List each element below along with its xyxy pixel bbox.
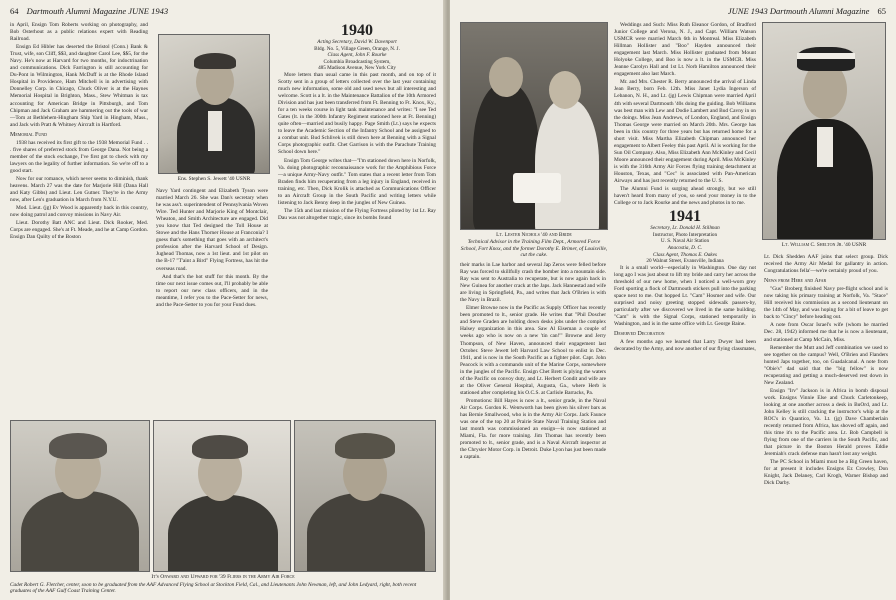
paragraph: Ensign Ed Hibler has deserted the Bristol (Conn.) Bank & Trust, wife, son Cliff, $$3, and daughter Carol Lee, $$5, for the Navy. He's now at Harvard for two months, for indoctrination and communications. Dick Farrington is still accounting for Du-Pont in Wilmington, Hank McDuff is at the Rhode Island Hospital in Providence, Ham Mitchell is in advertising with Donnelley Corp. in Chicago, Chuck Oliver is at the Haynes Memorial Hospital in Brighton, Mass., Stew Whitman is tax accounting for American Bridge in Pittsburgh, and Tom Chipman and Jack Graham are hammering out the tools of war—Tom at Bethlehem-Hingham Ship Yard in Hingham, Mass., and Jack with Pratt & Whitney Aircraft in Hartford.: [10, 44, 148, 128]
paragraph: More letters than usual came in this past month, and on top of it Scotty sent in a group of letters collected over the last year containing much new information, some old and used news but all interesting and welcome. Scott is a lt. in the Maintenance Battalion of the 10th Armored Division and has just been transferred from Ft. Benning to Ft. Knox, Ky., for a ten weeks course in light tank maintenance and writes: "I see Ted Gates (lt. in the 300th Infantry Regiment stationed here at Ft. Benning) quite often—married and busily happy. Page Smith (Lt.) says he expects to leave the Academic Section of the Infantry School and be assigned to a combat unit. Bud Schlivek is still down here at Benning with a Signal Corps photographic outfit. Chet Garrison is with the Parachute Training School down here.": [278, 71, 436, 156]
left-page: [0, 0, 446, 600]
class-secretary: Acting Secretary, David W. Davenport: [317, 39, 397, 45]
page-number: 64: [10, 6, 19, 16]
paragraph: Mr. and Mrs. Chester R. Berry announced the arrival of Linda Jean Berry, born Feb. 12th. Miss Janet Lydia Ingerson of Lebanon, N. H., and Lt. (jg) Lewis Chipman were married April 4th with several Dartmouth '40s doing the guiding. Bob Williams was best man with Lew and Dodie Lambert and Bud Cavny in on the doings. Miss Jean Andrews, of London, England, and Ensign Thomas George were married on March 20th. Mrs. George has been in this country for three years but has returned home for a short visit. Miss Martha Elizabeth Chipman announced her engagement to Albert Feeley this past April. Al is working for the Sun Oil Company. Also, Miss Elizabeth Ann McKinley and Cecil Moore announced their engagement during April. Miss McKinley is with the 316th Army Air Forces flying training detachment at Houston, Texas, and "Cec" is associated with Pan-American Airways and has just recently returned to the U. S.: [614, 79, 756, 185]
photo-caption-text: Lt. William C. Shelton Jr. '40 USNR: [781, 242, 867, 248]
class-secretary-address: Bldg. No. 5, Village Green, Orange, N. J.: [314, 45, 400, 52]
photo-caption: Ens. Stephen S. Jewett '40 USNR: [177, 176, 251, 182]
left-page-header: [10, 6, 168, 16]
paragraph: A note from Oscar Israel's wife (whom he married Dec. 28, 1942) informed me that he is now a lieutenant, and stationed at Camp McCain, Miss.: [764, 322, 888, 343]
paragraph: Ensign "Irv" Jackson is in Africa in bomb disposal work. Ensigns Vinnie Else and Chuck Carletonkeep, looking at one another across a desk in BuOrd, and Lt. John Kelley is still cracking the instructor's whip at the ROC's in Quantico, Va. Lt. (jg) Dave Chamberlain recently returned from Africa, has shoved off again, and this time it's to the Pacific area. Lt. Bob Campbell is flying from one of the carriers in the South Pacific, and that picture in the Boston Herald proves Eddie Jeremiah's crack defense man hasn't lost any weight.: [764, 387, 888, 458]
right-column-1: [460, 262, 606, 462]
paragraph: A few months ago we learned that Larry Dwyer had been decorated by the Army, and now another of our flying classmates,: [614, 339, 756, 353]
header-title: Dartmouth Alumni Magazine JUNE 1943: [26, 6, 169, 16]
paragraph: Weddings and Such: Miss Ruth Eleanor Gordon, of Bradford Junior College and Verona, N. J., and Capt. William Watson USMCR were married March 6th in Montreal. Miss Elizabeth Hillman Hollister and "Boo" Hayden announced their engagement last March. Miss Hollister graduated from Mount Holyoke College, and Boo is now a lt. in the USMCR. Miss Jeanne Carolyn Hall and 1st Lt. Norb Hamilton announced their engagement also last March.: [614, 22, 756, 78]
class-agent: Class Agent, Thomas E. Oakes: [653, 251, 717, 258]
photo-caption: Technical Advisor in the Training Film Dept., Armored Force School, Fort Knox, and the former Dorothy E. Brimer, of Louisville, cut the cake.: [460, 239, 608, 259]
page-number: 65: [877, 6, 886, 16]
flier-photo-ledyard: [294, 420, 436, 572]
photo-group-caption: Cadet Robert G. Fletcher, center, soon to be graduated from the AAF Advanced Flying School at Stockton Field, Cal., and Lieutenants John Newman, left, and John Ledyard, right, both recent graduates of the AAF Gulf Coast Training Center.: [10, 582, 417, 595]
left-column-2: [156, 188, 268, 310]
class-secretary: Secretary, Lt. Donald H. Stillman: [650, 225, 720, 232]
right-column-3: [764, 254, 888, 489]
right-page-header: [728, 6, 886, 16]
wedding-photo-nichols: [460, 22, 608, 230]
photo-caption: [760, 242, 888, 249]
flier-photo-fletcher: [153, 420, 291, 572]
section-heading: Memorial Fund: [10, 131, 48, 138]
paragraph: It is a small world—especially in Washington. One day not long ago I was just about to lift my bride and carry her across the threshold of our new home, when I noticed a well-worn grey Ford sporting a flock of Dartmouth stickers pull into the parking space next to me. Out hopped Lt. "Cam" Hosmer and wife. Our surprised and noisy greeting stopped sidewalk passers-by, particularly after we discovered we lived in the same building. "Cam" is with the Signal Corps, stationed temporarily in Washington, and is in the same office with Lt. George Baine.: [614, 264, 756, 328]
class-secretary-org: Instructor, Photo Interpretation: [652, 231, 718, 238]
paragraph: Lt. Dick Shedden AAF joins that select group. Dick received the Army Air Medal for gallantry in action. Congratulations fella'—we're certainly proud of you.: [764, 254, 888, 275]
portrait-photo-shelton: [762, 22, 886, 240]
portrait-photo-jewett: [158, 34, 270, 174]
class-officers: [278, 39, 436, 72]
paragraph: Mod. Lieut. (jg) Ev Wood is apparently back in this country, now doing patrol and convoy missions in Navy Air.: [10, 205, 148, 219]
photo-group-title-text: It's Onward and Upward for '39 Fliers in the Army Air Force: [151, 574, 295, 580]
paragraph: The 15th and last mission of the Flying Fortress piloted by 1st Lt. Ray Dau was not altogether tragic, since its bombs found: [278, 207, 436, 221]
photo-group-title: [10, 574, 436, 581]
class-secretary-unit: U. S. Naval Air Station: [660, 238, 710, 245]
paragraph: 1938 has received its first gift to the 1938 Memorial Fund . . . five shares of preferred stock from George Dana. Not being a member of the stock exchange, I've first got to check with my lawyers on the legality of further information. So we're off to a good start.: [10, 139, 148, 174]
left-column-3: [278, 22, 436, 223]
paragraph: Promotions: Bill Hayes is now a lt., senior grade, in the Naval Air Corps. Gordon K. Wentworth has been given his silver bars as has Bernie Smallwood, who is in the Army Air Corps. Jack Faunce was one of the top 20 at Prairie State Naval Training Station and last month was commissioned an ensign—is now stationed at Miami, Fla. for more training. Jim Thomas has recently been promoted to lt., senior grade, and is a Naval Aircraft inspector at the Chrysler Motor Corp. in Detroit. Duke Lyon has just been made a captain.: [460, 397, 606, 461]
class-secretary-address: Anacostia, D. C.: [667, 245, 703, 251]
paragraph: The PC School in Miami must be a Big Green haven, for at present it includes Ensigns Ez Crowley, Don Knight, Jack Delaney, Carl Krogh, Warner Bishop and Dick Darby.: [764, 459, 888, 487]
photo-caption-title-text: Lt. Lester Nichols '40 and Bride: [496, 232, 572, 238]
paragraph: in April, Ensign Tom Roberts working on photography, and Bob Osterhout as a public relations expert with Reading Railroad.: [10, 22, 148, 43]
paragraph: Navy Yard contingent and Elizabeth Tyson were married March 26. She was Dan's secretary when he was ass't. superintendent of Pennsylvania Woven Wire. Ted Hunter and Marjorie King of Montclair, Wheaton, and Smith Architecture are engaged. Did you know that Ted designed the Toll House at Stowe and the Hans Thorner House at Franconia? I guess that's something that goes with an architect's profession after the Harvard School of Design. Jughead Thomas, now a 1st lieut. and 1st pilot on the B-17 "T'aint a Bird" Flying Fortress, has hit the overseas road.: [156, 188, 268, 272]
paragraph: their marks in Lae harbor and several Jap Zeros were felled before Ray was forced to skillfully crash the bomber into a mountain side. Ray was sent to Australia to recuperate, but is now again back in New Guinea for another crack at the Japs. Jack Hannestad and wife are living in Springfield, Pa., and writes that Jack O'Brien is with the Navy in Brazil.: [460, 262, 606, 304]
class-year-heading: 1940: [341, 22, 373, 39]
paragraph: Lieut. Dorothy Batt ANC and Lieut. Dick Rooker, Med. Corps are engaged. She's at Ft. Meade, and he at Camp Gordon. Ensign Dan Quilty of the Boston: [10, 220, 148, 241]
right-page: [450, 0, 896, 600]
right-column-2: [614, 22, 756, 354]
class-officers: [614, 225, 756, 265]
class-agent-org: Columbia Broadcasting System,: [323, 58, 391, 65]
photo-caption-title: [460, 232, 608, 239]
paragraph: Ensign Tom George writes that—"I'm stationed down here in Norfolk, Va. doing photographic reconnaissance work for the Amphibious Force—a unique Army-Navy outfit." Tom states that a recent letter from Tom Braden finds him recuperating from a leg injury in England, received in training, etc. Then, Dick Krolik is attached as Communications Officer to an Aircraft Group in the South Pacific and writing letters while listening to Jack Benny deep in the jungles of New Guinea.: [278, 157, 436, 206]
paragraph: The Alumni Fund is surging ahead strongly, but we still haven't heard from many of you, so send your money in to the College or to Jack Rourke and the news and photos in to me.: [614, 186, 756, 207]
left-column-1: [10, 22, 148, 242]
section-heading: News from Here and Afar: [764, 278, 827, 285]
paragraph: Elmer Browne now in the Pacific as Supply Officer has recently been promoted to lt., senior grade. He writes that "Phil Doscher and Steve Graden are holding down desks jobs under the complex Halsey organization in this area. Saw Al Eiseman a couple of weeks ago who is now on a new 'tin can!'" Browne and Jerry Thompson, of New Haven, announced their engagement last October. Steve Jewett left Harvard Law School to enlist in Dec. 1941, and is now in the South Pacific as a fighter pilot. Capt. John Peacock is with a commando unit of the Marine Corps, somewhere in the jungles of the Pacific. Ensign Chet Brett is plying the waters of the Pacific on convoy duty, and Lt. Herbert Condit and wife are at the Oliver General Hospital, Augusta, Ga., where Herb is stationed after completing his O.C.S. at Carlisle Barracks, Pa.: [460, 305, 606, 396]
paragraph: Remember the Mutt and Jeff combination we used to see together on the campus? Well, O'Brien and Flanders hunted Japs together, too, on Guadalcanal. A note from "Obie's" dad said that the "big fellow" is now recuperating and getting a much-deserved rest down in New Zealand.: [764, 344, 888, 386]
section-heading: Deserved Decoration: [614, 331, 665, 338]
flier-photo-newman: [10, 420, 150, 572]
paragraph: "Gus" Broberg finished Navy pre-flight school and is now taking his primary training at Norfolk, Va. "Stace" Hill received his commission as a second lieutenant on the 14th of May, and was hoping for a bit of leave to get back to "Cincy" before heading out.: [764, 286, 888, 321]
class-agent-address: 485 Madison Avenue, New York City: [318, 65, 396, 72]
header-title: JUNE 1943 Dartmouth Alumni Magazine: [727, 6, 870, 16]
paragraph: And that's the hot stuff for this month. By the time our next issue comes out, I'll probably be able to report our new class officers, and in the meantime, I refer you to the Pace-Setter for news, and the Pace-Setter to you for your Fund dues.: [156, 273, 268, 308]
class-year-heading: 1941: [669, 208, 701, 226]
class-agent: Class Agent, John F. Rourke: [327, 52, 387, 59]
class-agent-address: 20 Walnut Street, Evansville, Indiana: [646, 258, 724, 265]
paragraph: Now for our romance, which never seems to diminish, thank heavens. March 27 was the date for Marjorie Hill (Dana Hall and Katy Gibbs) and Lieut. Len Gutner. They're in the Army now, after Len's graduation in March from N.Y.U.: [10, 175, 148, 204]
